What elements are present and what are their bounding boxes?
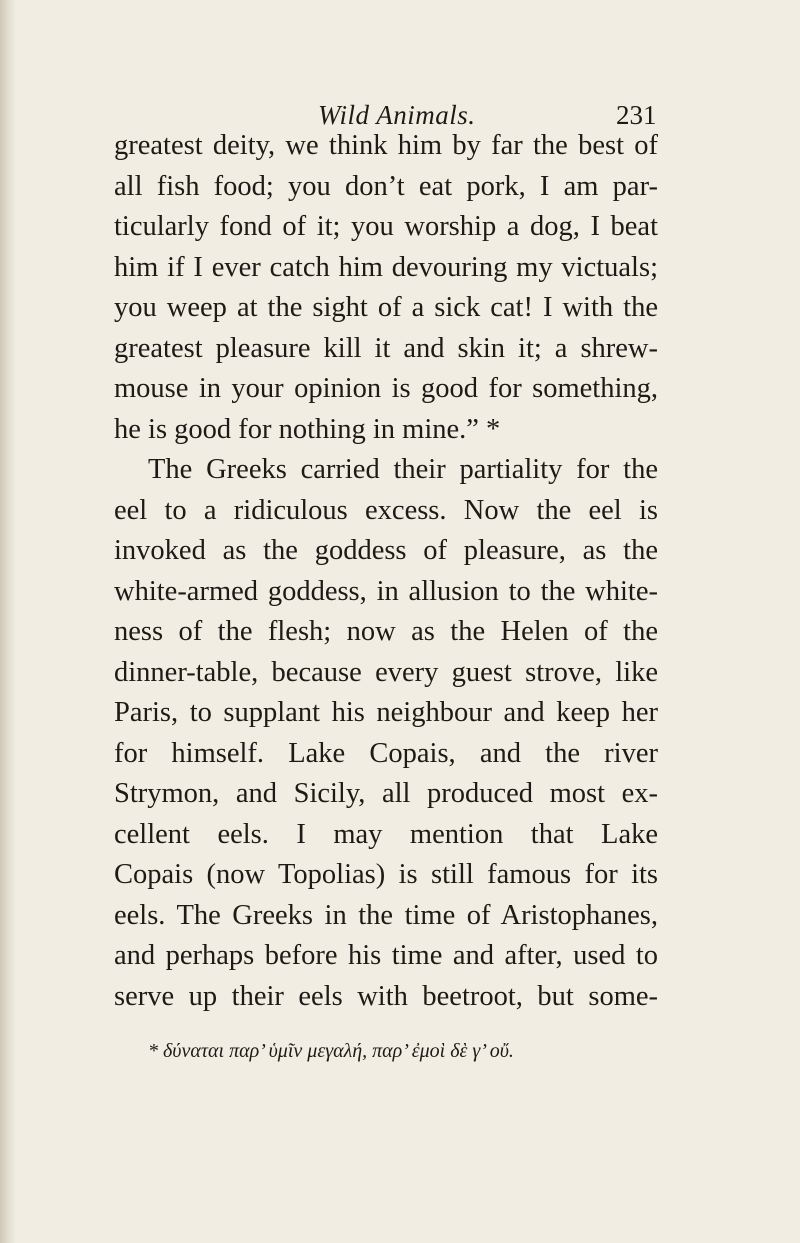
body-line-22: serve up their eels with beetroot, but some- bbox=[114, 980, 658, 1012]
footnote: * δύναται παρ’ ὑμῖν μεγαλή, παρ’ ἐμοὶ δὲ γ’ οὔ. bbox=[148, 1040, 514, 1062]
body-line-20: eels. The Greeks in the time of Aristophanes, bbox=[114, 899, 658, 931]
running-title: Wild Animals. bbox=[318, 100, 476, 130]
body-line-11: invoked as the goddess of pleasure, as the bbox=[114, 535, 658, 566]
page-number: 231 bbox=[616, 100, 657, 130]
body-line-15: Paris, to supplant his neighbour and keep her bbox=[114, 697, 658, 728]
body-line-13: ness of the flesh; now as the Helen of the bbox=[114, 616, 658, 647]
body-line-21: and perhaps before his time and after, used to bbox=[114, 940, 658, 971]
body-line-18: cellent eels. I may mention that Lake bbox=[114, 818, 658, 850]
body-line-10: eel to a ridiculous excess. Now the eel is bbox=[114, 494, 658, 526]
body-line-2: all fish food; you don’t eat pork, I am par- bbox=[114, 170, 658, 202]
page-edge-shadow bbox=[0, 0, 16, 1243]
body-line-3: ticularly fond of it; you worship a dog, I beat bbox=[114, 211, 658, 242]
body-line-7: mouse in your opinion is good for something, bbox=[114, 373, 658, 404]
body-line-17: Strymon, and Sicily, all produced most ex- bbox=[114, 778, 658, 809]
body-line-6: greatest pleasure kill it and skin it; a shrew- bbox=[114, 332, 658, 364]
body-line-12: white-armed goddess, in allusion to the white- bbox=[114, 575, 658, 607]
body-line-16: for himself. Lake Copais, and the river bbox=[114, 737, 658, 769]
body-line-9: The Greeks carried their partiality for the bbox=[148, 454, 658, 485]
body-line-1: greatest deity, we think him by far the best of bbox=[114, 130, 658, 161]
body-line-14: dinner-table, because every guest strove, like bbox=[114, 656, 658, 688]
body-line-19: Copais (now Topolias) is still famous for its bbox=[114, 859, 658, 890]
body-line-5: you weep at the sight of a sick cat! I with the bbox=[114, 292, 658, 323]
body-line-8: he is good for nothing in mine.” * bbox=[114, 413, 501, 445]
body-line-4: him if I ever catch him devouring my victuals; bbox=[114, 251, 658, 283]
body-text bbox=[114, 126, 658, 1017]
